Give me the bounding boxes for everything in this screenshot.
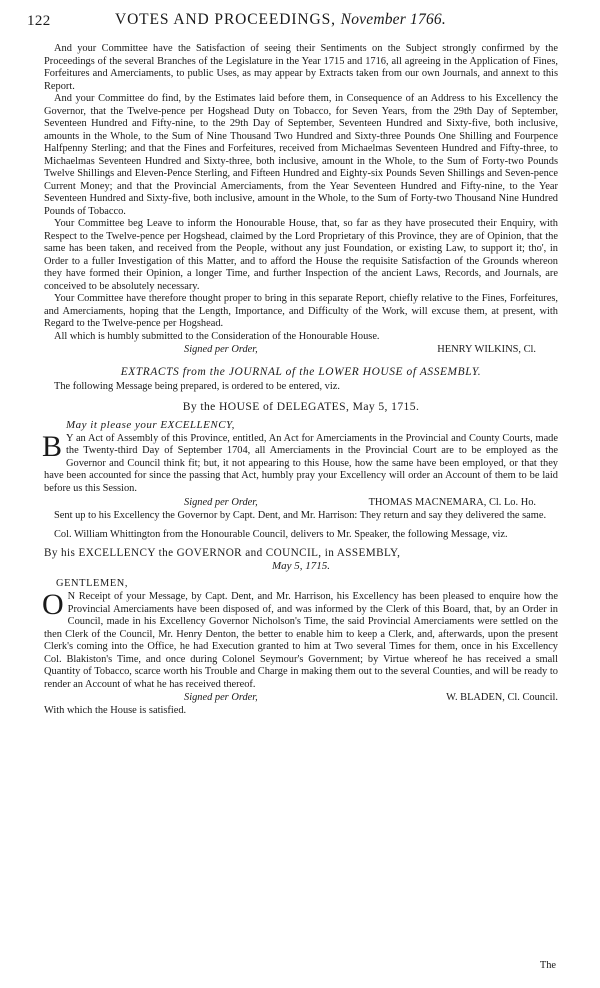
signer-name: W. BLADEN, Cl. Council. bbox=[446, 692, 558, 703]
governor-council-line: By his EXCELLENCY the GOVERNOR and COUNCIL, in ASSEMBLY, bbox=[44, 547, 401, 559]
message-intro: The following Message being prepared, is ordered to be entered, viz. bbox=[54, 381, 340, 392]
catchword: The bbox=[539, 960, 556, 971]
whittington-paragraph: Col. William Whittington from the Honourable Council, delivers to Mr. Speaker, the following Message, viz. bbox=[54, 528, 508, 540]
house-of-delegates-line: By the HOUSE of DELEGATES, May 5, 1715. bbox=[182, 399, 420, 413]
page-body bbox=[44, 43, 558, 718]
gentlemen-salutation: GENTLEMEN, bbox=[56, 578, 129, 589]
signed-per-order: Signed per Order, bbox=[184, 692, 258, 703]
salutation: May it please your EXCELLENCY, bbox=[66, 418, 235, 431]
extracts-heading: EXTRACTS from the JOURNAL of the LOWER HOUSE of ASSEMBLY. bbox=[120, 366, 482, 378]
drop-cap-o: O bbox=[42, 588, 64, 621]
title-text: VOTES AND PROCEEDINGS, bbox=[115, 11, 336, 28]
report-signature bbox=[44, 344, 558, 357]
reply-signature bbox=[44, 692, 558, 705]
report-paragraph-3: Your Committee beg Leave to inform the Honourable House, that, so far as they have prosecuted their Enquiry, with Respect to the Twelve-pence per Hogshead, claimed by the Lord Proprietary of this Province, they are of Opinion, that the same has been taken, and received from the People, without any just Foundation, or existing Law, to support it; tho', in Order to a fuller Investigation of this Matter, and to afford the House the requisite Satisfaction of the Grounds whereon they have formed their Opinion, a longer Time, and further Inspection of the ancient Laws, Records, and Journals, are conceived to be absolutely necessary. bbox=[44, 218, 558, 292]
message-block bbox=[42, 429, 558, 496]
reply-block bbox=[42, 588, 558, 691]
closing-line: With which the House is satisfied. bbox=[44, 705, 187, 716]
report-paragraph-4: Your Committee have therefore thought proper to bring in this separate Report, chiefly relative to the Fines, Forfeitures, and Amerciaments, hoping that the Length, Importance, and Difficulty of the Work, will excuse them, at present, with Regard to the Twelve-pence per Hogshead. bbox=[44, 293, 558, 329]
page-number: 122 bbox=[27, 13, 51, 29]
running-title bbox=[115, 11, 446, 29]
signed-per-order: Signed per Order, bbox=[184, 344, 258, 355]
sent-up-paragraph: Sent up to his Excellency the Governor by Capt. Dent, and Mr. Harrison: They return and say they delivered the same. bbox=[54, 510, 547, 521]
signer-name: THOMAS MACNEMARA, Cl. Lo. Ho. bbox=[368, 497, 536, 508]
drop-cap-b: B bbox=[42, 429, 63, 463]
message-signature bbox=[44, 497, 558, 510]
report-paragraph-2: And your Committee do find, by the Estimates laid before them, in Consequence of an Address to his Excellency the Governor, that the Twelve-pence per Hogshead Duty on Tobacco, for Seven Years, from the 29th Day of September, Seventeen Hundred and Fifty-nine, to the 29th Day of September, Seventeen Hundred and Sixty-five, both inclusive, amounts in the Whole, to the Sum of Nine Thousand Two Hundred and Sixty-three Pounds One Shilling and Fourpence Halfpenny Sterling; and that the Fines and Forfeitures, received from Michaelmas Seventeen Hundred and Fifty-three, to Michaelmas Seventeen Hundred and Sixty-three, both inclusive, amount in the Whole, to the Sum of Forty-two Pounds Twelve Shillings and Eleven-Pence Sterling, and Fifteen Hundred and Eighty-six Pounds Seven Shillings and Seven-pence Current Money; and that the Provincial Amerciaments, from the Year Seventeen Hundred and Fifty-nine, to the Year Seventeen Hundred and Sixty-five, both inclusive, amount in the Whole, to the Sum of Forty-two Thousand Nine Hundred Pounds of Tobacco. bbox=[44, 93, 558, 217]
signer-name: HENRY WILKINS, Cl. bbox=[437, 344, 536, 355]
message-text: Y an Act of Assembly of this Province, entitled, An Act for Amerciaments in the Provincial and County Courts, made the Twenty-third Day of September 1704, all Amerciaments in the Provincial Court are to be employed as the Governor and Council think fit; but, it not appearing to this House, how the same have been employed, or that they have been accounted for since the passing that Act, humbly pray your Excellency will order an Account of them to be laid before us this Session. bbox=[44, 432, 558, 494]
signed-per-order: Signed per Order, bbox=[184, 497, 258, 508]
title-date: November 1766. bbox=[340, 11, 446, 28]
report-paragraph-5: All which is humbly submitted to the Consideration of the Honourable House. bbox=[54, 330, 380, 342]
reply-text: N Receipt of your Message, by Capt. Dent, and Mr. Harrison, his Excellency has been pleased to enquire how the Provincial Amerciaments have been disposed of, and was informed by the Clerk of this Board, that, by an Order in Council, made in his Excellency Governor Nicholson's Time, the said Provincial Amerciaments were settled on the then Clerk of the Council, Mr. Henry Denton, the better to enable him to keep a Clerk, and, afterwards, upon the present Clerk's coming into the Office, he had Execution granted to him at Two several Times for them, once in his Excellency Col. Blakiston's Time, and once during Colonel Seymour's Government; by Virtue whereof he has received a small Quantity of Tobacco, scarce worth his Trouble and Charge in making them out to the several Counties, and will be ready to render an Account of what he has received thereof. bbox=[44, 591, 558, 690]
governor-council-date: May 5, 1715. bbox=[271, 560, 331, 572]
report-paragraph-1: And your Committee have the Satisfaction of seeing their Sentiments on the Subject strongly confirmed by the Proceedings of the several Branches of the Legislature in the Year 1715 and 1716, all agreeing in the Application of Fines, Forfeitures and Amerciaments, to public Uses, as may appear by Extracts taken from our own Journals, and annext to this Report. bbox=[44, 43, 558, 92]
